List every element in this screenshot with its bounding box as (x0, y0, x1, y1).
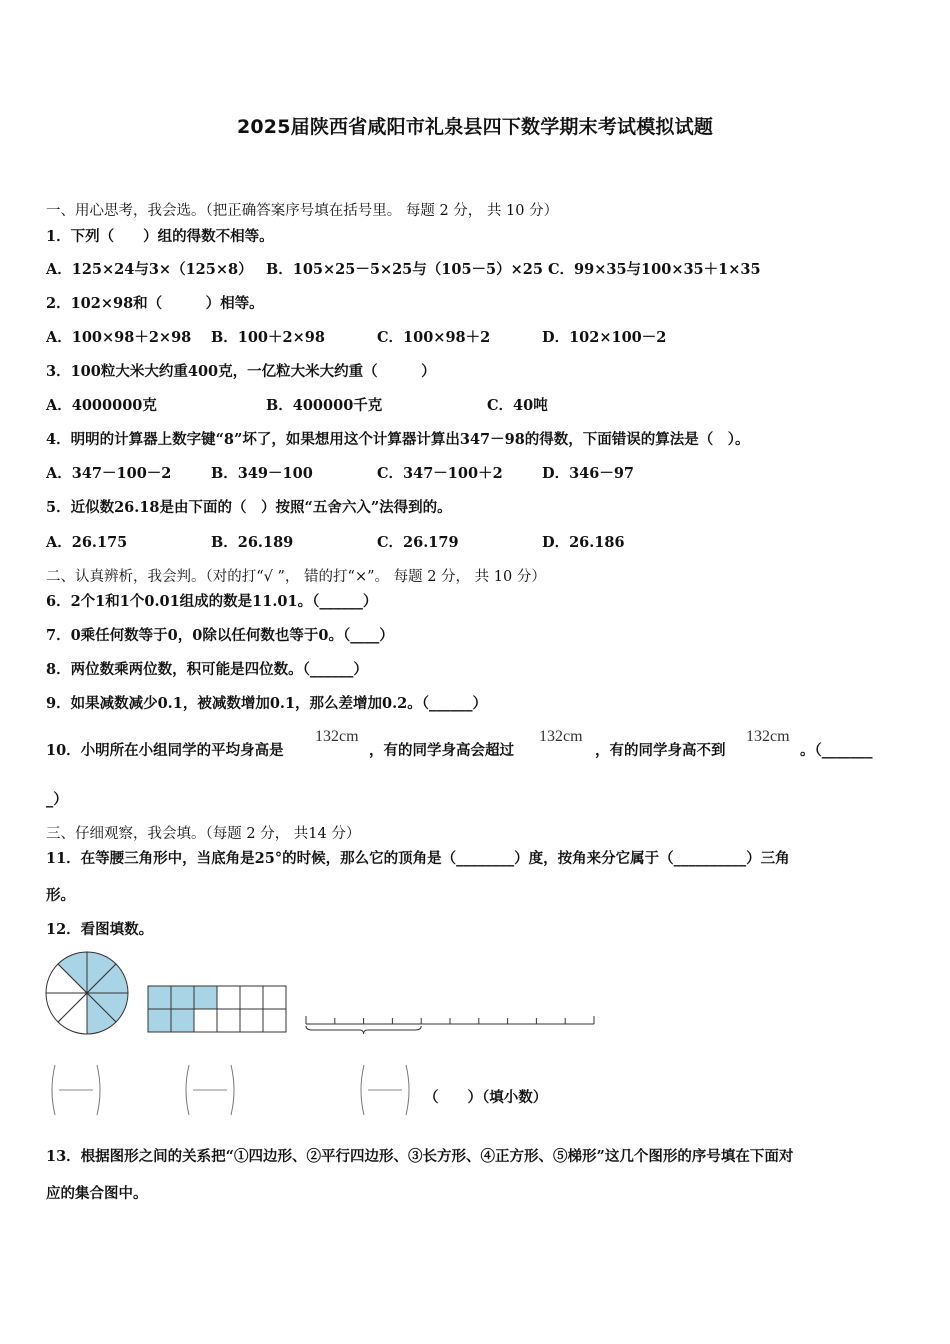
q3-option-b: B．400000千克 (266, 397, 383, 414)
grid-cell (194, 1009, 217, 1032)
q5-option-d: D．26.186 (542, 534, 625, 551)
q2-option-d: D．102×100－2 (542, 329, 667, 346)
q5-option-b: B．26.189 (211, 534, 294, 551)
question-6: 6．2个1和1个0.01组成的数是11.01。（______） (46, 593, 378, 610)
height-value-3: 132cm (746, 728, 790, 745)
question-7: 7．0乘任何数等于0，0除以任何数也等于0。（____） (46, 627, 394, 644)
question-10-part1: 10．小明所在小组同学的平均身高是 (46, 742, 284, 759)
q3-option-a: A．4000000克 (46, 397, 157, 414)
decimal-answer-blank[interactable]: （ ）（填小数） (424, 1089, 548, 1106)
grid-cell (194, 986, 217, 1009)
grid-cell (240, 986, 263, 1009)
grid-cell (263, 1009, 286, 1032)
question-5: 5．近似数26.18是由下面的（ ）按照“五舍六入”法得到的。 (46, 499, 452, 516)
question-10-part5: _） (46, 791, 68, 808)
section-2-heading: 二、认真辨析，我会判。（对的打“√ ”， 错的打“×”。 每题 2 分， 共 10 分） (46, 569, 546, 585)
height-value-2: 132cm (539, 728, 583, 745)
q4-option-a: A．347－100－2 (46, 465, 172, 482)
section-3-heading: 三、仔细观察，我会填。（每题 2 分， 共14 分） (46, 826, 361, 842)
q2-option-b: B．100＋2×98 (211, 329, 325, 346)
grid-cell (217, 1009, 240, 1032)
q5-option-a: A．26.175 (46, 534, 128, 551)
question-12: 12．看图填数。 (46, 921, 154, 938)
number-line-brace (306, 1026, 421, 1034)
grid-cell (171, 986, 194, 1009)
right-bracket (406, 1065, 409, 1115)
q5-option-c: C．26.179 (377, 534, 459, 551)
fraction-grid-figure (147, 985, 287, 1033)
grid-cell (217, 986, 240, 1009)
section-1-heading: 一、用心思考，我会选。（把正确答案序号填在括号里。 每题 2 分， 共 10 分） (46, 203, 559, 219)
q2-option-a: A．100×98＋2×98 (46, 329, 192, 346)
question-4: 4．明明的计算器上数字键“8”坏了，如果想用这个计算器计算出347－98的得数，下面错误的算法是（ ）。 (46, 431, 750, 448)
fraction-answer-box-3[interactable] (356, 1063, 414, 1117)
question-11-line1: 11．在等腰三角形中，当底角是25°的时候，那么它的顶角是（________）度，按角来分它属于（__________）三角 (46, 850, 790, 867)
q1-option-b: B．105×25－5×25与（105－5）×25 (266, 261, 543, 278)
q4-option-b: B．349－100 (211, 465, 313, 482)
question-8: 8．两位数乘两位数，积可能是四位数。（______） (46, 661, 368, 678)
question-10-part2: ，有的同学身高会超过 (369, 742, 514, 759)
question-9: 9．如果减数减少0.1，被减数增加0.1，那么差增加0.2。（______） (46, 695, 488, 712)
question-3: 3．100粒大米大约重400克，一亿粒大米大约重（ ） (46, 363, 436, 380)
q4-option-d: D．346－97 (542, 465, 635, 482)
q4-option-c: C．347－100＋2 (377, 465, 503, 482)
right-bracket (231, 1065, 234, 1115)
right-bracket (97, 1065, 100, 1115)
page-title: 2025届陕西省咸阳市礼泉县四下数学期末考试模拟试题 (236, 116, 714, 138)
left-bracket (52, 1065, 55, 1115)
left-bracket (186, 1065, 189, 1115)
grid-cell (263, 986, 286, 1009)
question-2: 2．102×98和（ ）相等。 (46, 295, 264, 312)
fraction-answer-box-2[interactable] (181, 1063, 239, 1117)
number-line-figure (304, 1010, 598, 1036)
grid-cell (148, 986, 171, 1009)
question-10-part3: ，有的同学身高不到 (595, 742, 726, 759)
q1-option-a: A．125×24与3×（125×8） (46, 261, 253, 278)
grid-cell (148, 1009, 171, 1032)
q3-option-c: C．40吨 (487, 397, 548, 414)
grid-cell (240, 1009, 263, 1032)
q2-option-c: C．100×98＋2 (377, 329, 491, 346)
fraction-answer-box-1[interactable] (47, 1063, 105, 1117)
grid-cell (171, 1009, 194, 1032)
q1-option-c: C．99×35与100×35＋1×35 (548, 261, 761, 278)
height-value-1: 132cm (315, 728, 359, 745)
fraction-circle-figure (44, 950, 130, 1036)
question-1: 1．下列（ ）组的得数不相等。 (46, 228, 274, 245)
question-13-line2: 应的集合图中。 (46, 1185, 148, 1202)
question-11-line2: 形。 (46, 887, 75, 904)
left-bracket (361, 1065, 364, 1115)
question-10-part4: 。（_______ (800, 742, 873, 759)
question-13-line1: 13．根据图形之间的关系把“①四边形、②平行四边形、③长方形、④正方形、⑤梯形”这几个图形的序号填在下面对 (46, 1148, 794, 1165)
